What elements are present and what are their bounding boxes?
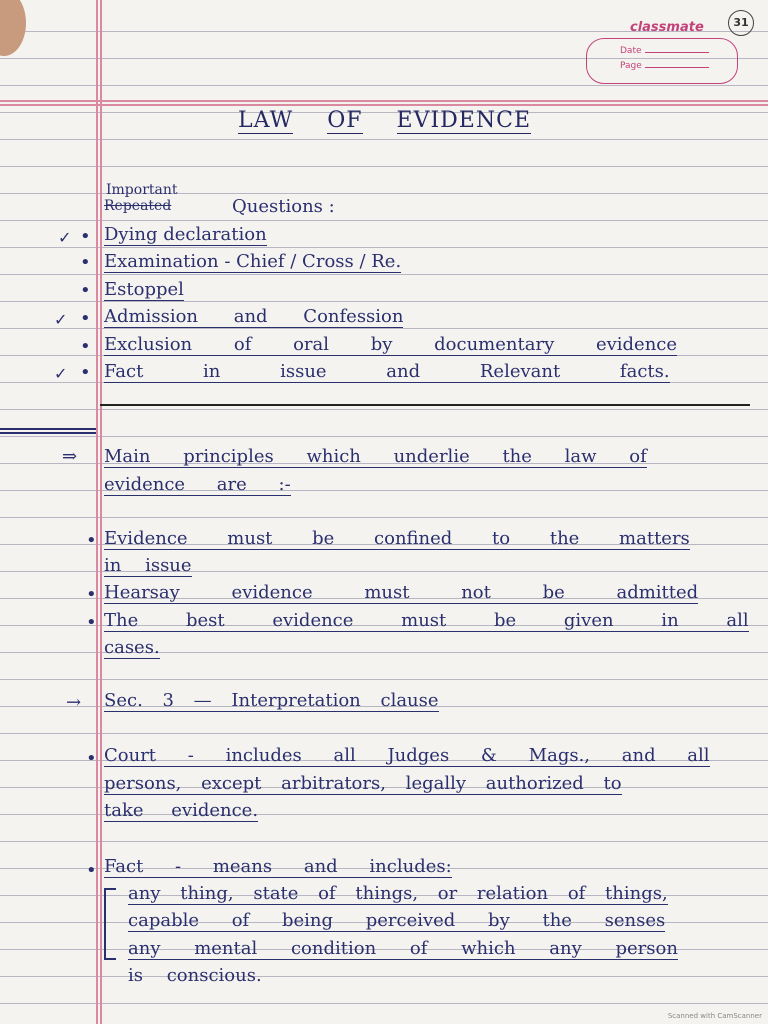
page-number: 31 <box>728 10 754 36</box>
court-definition: Court - includes all Judges & Mags., and all <box>104 745 710 766</box>
principles-heading: evidence are :- <box>104 474 291 495</box>
arrow-icon: ⇒ <box>62 446 78 467</box>
section-title: Sec. 3 — Interpretation clause <box>104 690 439 711</box>
bullet: • <box>86 530 97 551</box>
header-line <box>0 104 768 106</box>
bullet: • <box>80 280 91 301</box>
margin-line <box>100 0 102 1024</box>
court-definition: persons, except arbitrators, legally authorized to <box>104 773 622 794</box>
bullet: • <box>86 748 97 769</box>
principle-item: The best evidence must be given in all <box>104 610 749 631</box>
bullet: • <box>80 226 91 247</box>
principles-heading: Main principles which underlie the law of <box>104 446 647 467</box>
bullet: • <box>80 252 91 273</box>
page-field: Page <box>620 61 709 71</box>
fact-definition: any mental condition of which any person <box>128 938 678 959</box>
section-divider <box>100 404 750 406</box>
divider-stroke <box>0 428 96 430</box>
page-title: LAW OF EVIDENCE <box>238 108 532 133</box>
check-mark: ✓ <box>54 364 68 383</box>
bullet: • <box>80 336 91 357</box>
question-item: Fact in issue and Relevant facts. <box>104 361 670 382</box>
brand-logo: classmate <box>630 20 704 35</box>
label-repeated: Repeated <box>104 198 172 214</box>
thumb <box>0 0 26 56</box>
check-mark: ✓ <box>58 228 72 247</box>
label-important: Important <box>106 182 178 198</box>
question-item: Examination - Chief / Cross / Re. <box>104 251 402 272</box>
bracket <box>104 888 116 960</box>
question-item: Exclusion of oral by documentary evidence <box>104 334 678 355</box>
principle-item: cases. <box>104 637 160 658</box>
questions-heading: Questions : <box>232 196 335 217</box>
principle-item: Hearsay evidence must not be admitted <box>104 582 699 603</box>
header-line <box>0 100 768 102</box>
scanner-watermark: Scanned with CamScanner <box>667 1012 762 1020</box>
principle-item: Evidence must be confined to the matters <box>104 528 690 549</box>
principle-item: in issue <box>104 555 192 576</box>
bullet: • <box>80 308 91 329</box>
arrow-icon: → <box>66 692 82 713</box>
bullet: • <box>86 584 97 605</box>
bullet: • <box>86 612 97 633</box>
question-item: Estoppel <box>104 279 184 300</box>
fact-definition: any thing, state of things, or relation of things, <box>128 883 668 904</box>
fact-definition: Fact - means and includes: <box>104 856 452 877</box>
question-item: Admission and Confession <box>104 306 404 327</box>
bullet: • <box>80 362 91 383</box>
bullet: • <box>86 860 97 881</box>
date-field: Date <box>620 46 709 56</box>
fact-definition: is conscious. <box>128 965 262 986</box>
question-item: Dying declaration <box>104 224 267 245</box>
check-mark: ✓ <box>54 310 68 329</box>
court-definition: take evidence. <box>104 800 259 821</box>
brand-stamp <box>586 10 754 86</box>
divider-stroke <box>0 432 96 434</box>
fact-definition: capable of being perceived by the senses <box>128 910 666 931</box>
